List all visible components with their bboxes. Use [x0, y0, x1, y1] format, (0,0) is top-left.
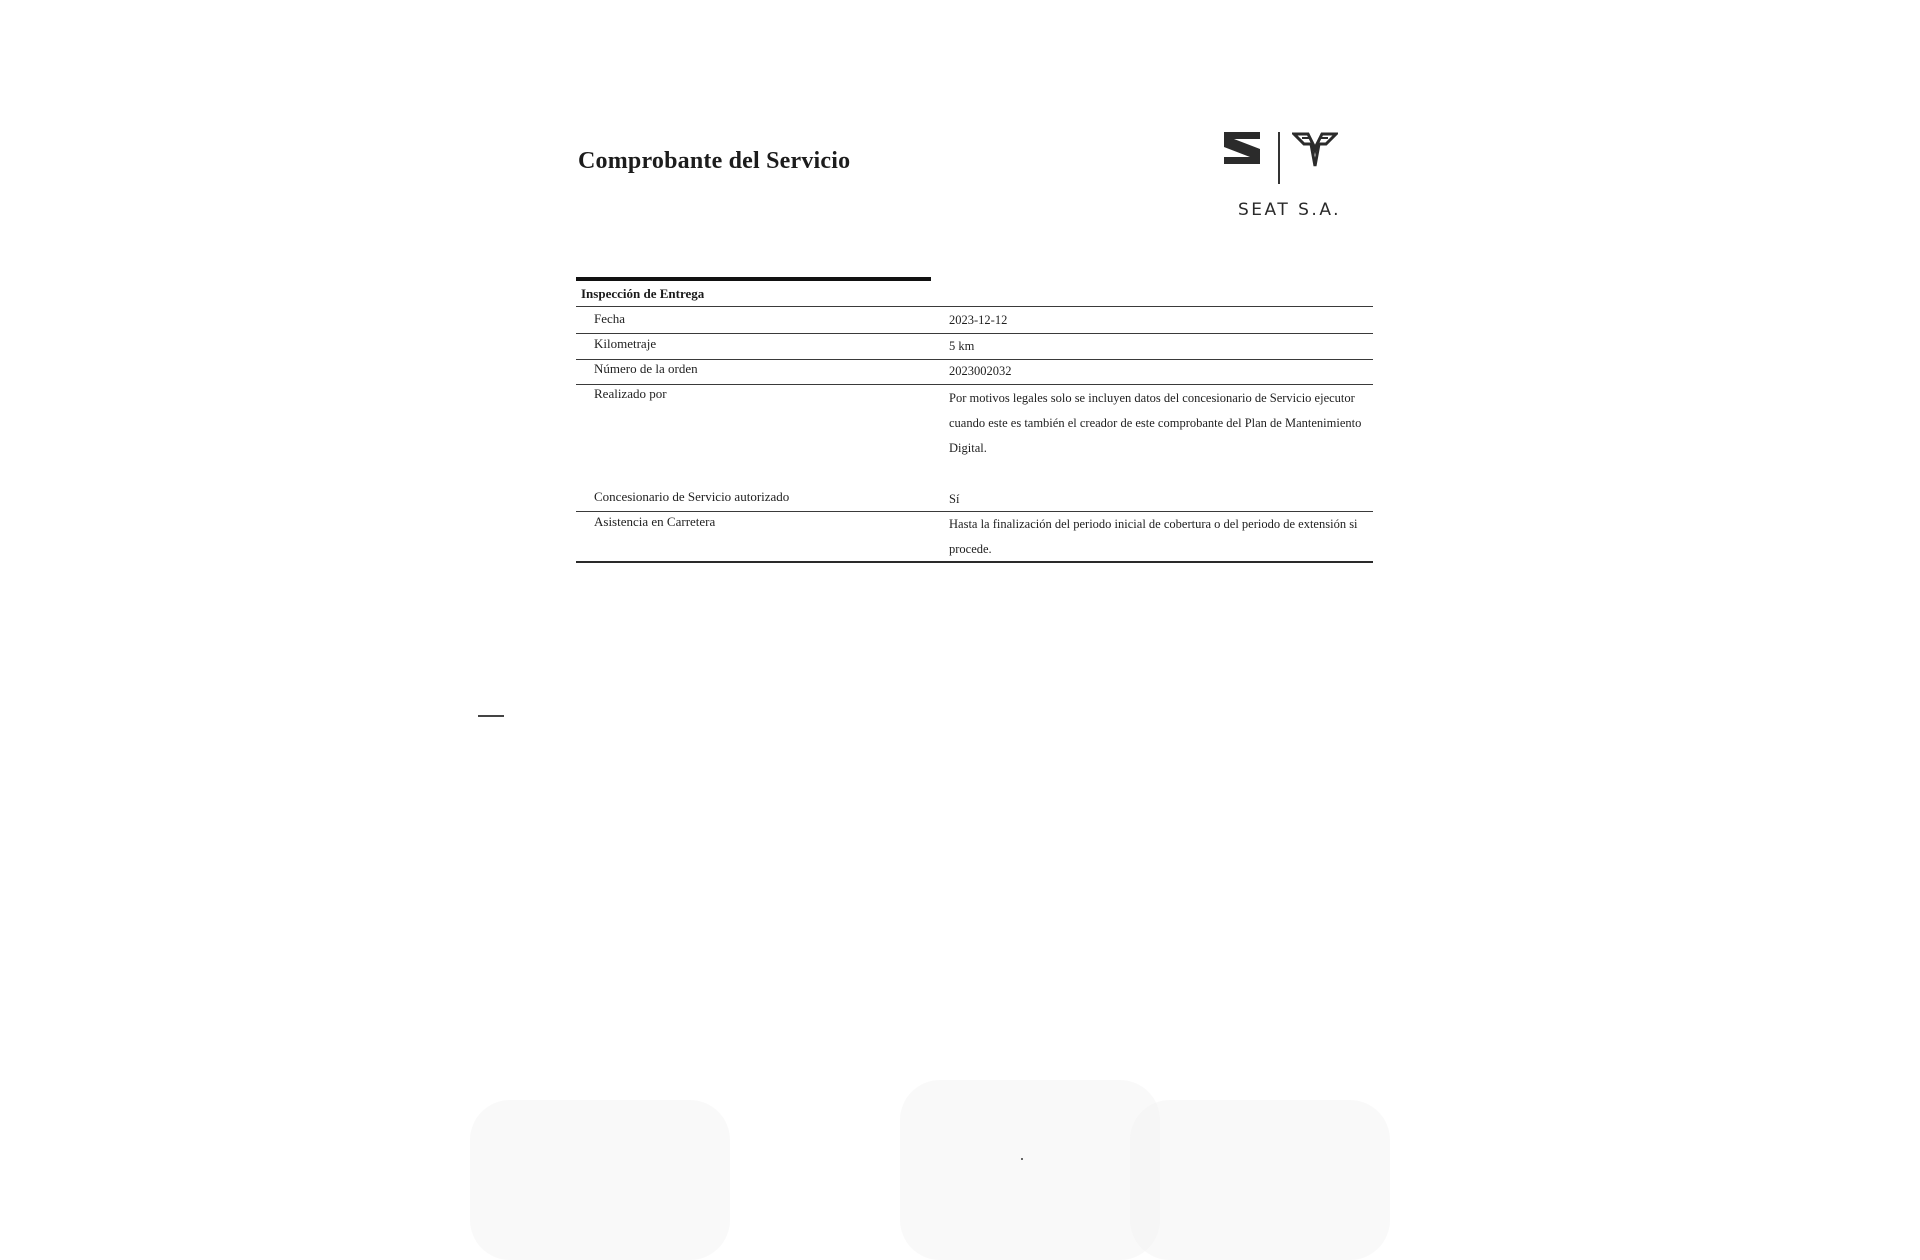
- row-label-concesionario: Concesionario de Servicio autorizado: [594, 489, 790, 504]
- row-label-numero-orden: Número de la orden: [594, 361, 698, 376]
- logo-divider: [1278, 132, 1280, 184]
- scan-shadow: [470, 1100, 730, 1260]
- row-value-concesionario: Sí: [949, 492, 960, 506]
- row-value-asistencia: Hasta la finalización del periodo inicial de cobertura o del periodo de extensión si procede.: [949, 517, 1358, 556]
- section-heading-bar: [576, 277, 931, 281]
- row-value-kilometraje: 5 km: [949, 339, 975, 353]
- seat-logo-icon: [1222, 130, 1262, 166]
- table-rule: [576, 384, 1373, 385]
- scan-shadow: [1130, 1100, 1390, 1260]
- speck-mark: [1021, 1158, 1023, 1160]
- row-value-fecha: 2023-12-12: [949, 313, 1008, 327]
- row-label-fecha: Fecha: [594, 311, 626, 326]
- row-value-realizado-por: Por motivos legales solo se incluyen datos del concesionario de Servicio ejecutor cuando este es también el creador de este comprobante del Plan de Mantenimiento Digital.: [949, 391, 1362, 455]
- table-rule: [576, 306, 1373, 307]
- section-heading: Inspección de Entrega: [581, 286, 705, 301]
- row-label-realizado-por: Realizado por: [594, 386, 667, 401]
- margin-mark: [478, 715, 504, 717]
- table-rule: [576, 561, 1373, 563]
- company-name: SEAT S.A.: [1238, 200, 1342, 220]
- cupra-logo-icon: [1292, 130, 1338, 170]
- row-label-kilometraje: Kilometraje: [594, 336, 657, 351]
- row-value-numero-orden: 2023002032: [949, 364, 1012, 378]
- scan-shadow: [900, 1080, 1160, 1260]
- document-title: Comprobante del Servicio: [578, 148, 851, 174]
- row-label-asistencia: Asistencia en Carretera: [594, 514, 716, 529]
